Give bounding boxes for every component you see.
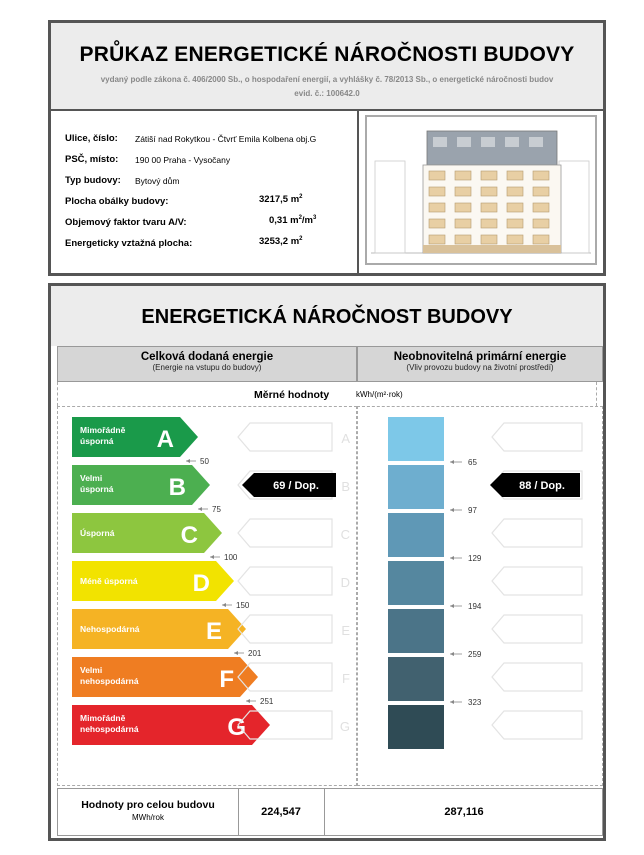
building-type-value: Bytový dům: [135, 176, 180, 186]
energy-class-label: úsporná: [80, 484, 114, 494]
threshold-label: 201: [248, 649, 262, 658]
primary-energy-band: [388, 513, 444, 557]
class-placeholder-arrow: [238, 423, 332, 451]
facade-base: [423, 245, 561, 253]
class-placeholder-letter: C: [340, 527, 350, 542]
primary-energy-band: [388, 417, 444, 461]
energy-class-label: Nehospodárná: [80, 624, 140, 634]
primary-energy-band: [388, 657, 444, 701]
facade-window: [533, 203, 549, 212]
facade-window: [429, 235, 445, 244]
envelope-area-value: 3217,5 $m^2$: [259, 194, 303, 206]
energy-class-letter-g: G: [227, 714, 246, 741]
threshold-label: 75: [212, 505, 221, 514]
left-column-subtitle: (Energie na vstupu do budovy): [152, 363, 262, 372]
facade-window: [533, 219, 549, 228]
energy-class-label: Mimořádně: [80, 713, 126, 723]
primary-energy-band: [388, 705, 444, 749]
facade-window: [455, 187, 471, 196]
specific-values-row: [57, 382, 597, 406]
class-placeholder-letter: G: [339, 719, 350, 734]
left-column-header: [57, 346, 357, 382]
band-placeholder-arrow: [492, 519, 582, 547]
threshold-tick-arrowhead: [450, 460, 454, 464]
threshold-tick-arrowhead: [210, 555, 214, 559]
primary-energy-marker-value: 88 / Dop.: [519, 480, 565, 492]
facade-window: [481, 219, 497, 228]
threshold-label: 97: [468, 506, 477, 515]
band-placeholder-arrow: [492, 615, 582, 643]
threshold-label: 194: [468, 602, 482, 611]
energy-class-letter-d: D: [192, 570, 210, 597]
threshold-tick-arrowhead: [450, 556, 454, 560]
energy-class-letter-e: E: [205, 618, 222, 645]
shape-factor-label: Objemový faktor tvaru A/V:: [65, 217, 187, 228]
facade-window: [455, 219, 471, 228]
psc-value: 190 00 Praha - Vysočany: [135, 155, 231, 165]
psc-label: PSČ, místo:: [65, 154, 119, 165]
energy-class-letter-b: B: [168, 474, 186, 501]
threshold-label: 65: [468, 458, 477, 467]
threshold-tick-arrowhead: [450, 700, 454, 704]
facade-window: [429, 219, 445, 228]
building-elevation-drawing: [365, 115, 597, 265]
energy-class-label: Mimořádně: [80, 425, 126, 435]
legal-subtitle: vydaný podle zákona č. 406/2000 Sb., o hospodaření energií, a vyhlášky č. 78/2013 Sb., o energetické náročnosti budov: [100, 75, 554, 84]
class-placeholder-letter: B: [341, 479, 350, 494]
facade-window: [481, 235, 497, 244]
energy-class-label: Úsporná: [80, 528, 115, 538]
energy-class-label: Velmi: [80, 665, 103, 675]
threshold-label: 323: [468, 698, 482, 707]
facade-window: [507, 235, 523, 244]
specific-values-label: Měrné hodnoty: [254, 389, 330, 401]
facade-window: [507, 171, 523, 180]
building-drawing-frame: [357, 109, 605, 273]
right-scale-panel: [357, 406, 603, 786]
facade-window: [455, 203, 471, 212]
facade-window: [507, 187, 523, 196]
facade-window: [429, 171, 445, 180]
facade-window: [455, 171, 471, 180]
energy-class-label: nehospodárná: [80, 676, 139, 686]
threshold-tick-arrowhead: [186, 459, 190, 463]
primary-energy-band: [388, 609, 444, 653]
threshold-tick-arrowhead: [450, 604, 454, 608]
right-column-header: [357, 346, 603, 382]
facade-window: [481, 171, 497, 180]
energy-class-label: Méně úsporná: [80, 576, 138, 586]
facade-window: [429, 203, 445, 212]
facade-window: [481, 203, 497, 212]
energy-class-letter-f: F: [219, 666, 234, 693]
reference-area-label: Energeticky vztažná plocha:: [65, 238, 193, 249]
facade-window: [533, 171, 549, 180]
totals-label: Hodnoty pro celou budovu: [81, 799, 215, 811]
class-placeholder-letter: A: [341, 431, 350, 446]
threshold-tick-arrowhead: [246, 699, 250, 703]
band-placeholder-arrow: [492, 711, 582, 739]
threshold-tick-arrowhead: [222, 603, 226, 607]
primary-energy-band: [388, 465, 444, 509]
threshold-tick-arrowhead: [450, 652, 454, 656]
energy-class-label: Velmi: [80, 473, 103, 483]
facade-window: [455, 235, 471, 244]
class-placeholder-letter: E: [341, 623, 350, 638]
energy-class-letter-a: A: [156, 426, 174, 453]
threshold-label: 50: [200, 457, 209, 466]
total-primary-energy-value: 287,116: [444, 806, 484, 818]
band-placeholder-arrow: [492, 567, 582, 595]
right-column-title: Neobnovitelná primární energie: [393, 351, 567, 363]
main-title: ENERGETICKÁ NÁROČNOST BUDOVY: [141, 306, 513, 328]
reference-area-value: 3253,2 $m^2$: [259, 236, 303, 248]
certificate-header-box: [48, 20, 606, 276]
class-placeholder-arrow: [238, 567, 332, 595]
threshold-tick-arrowhead: [198, 507, 202, 511]
class-placeholder-arrow: [238, 519, 332, 547]
class-placeholder-arrow: [238, 615, 332, 643]
threshold-tick-arrowhead: [450, 508, 454, 512]
street-label: Ulice, číslo:: [65, 133, 118, 144]
threshold-label: 100: [224, 553, 238, 562]
class-placeholder-letter: D: [340, 575, 350, 590]
facade-window: [429, 187, 445, 196]
band-placeholder-arrow: [492, 423, 582, 451]
facade-window: [533, 187, 549, 196]
evidence-number: evid. č.: 100642.0: [294, 89, 360, 98]
header-banner: [51, 23, 603, 111]
class-placeholder-letter: F: [342, 671, 350, 686]
street-value: Zátiší nad Rokytkou - Čtvrť Emila Kolbena obj.G: [135, 134, 317, 144]
shape-factor-value: 0,31 $m^2/m^3$: [269, 215, 317, 227]
totals-unit: MWh/rok: [132, 813, 164, 822]
right-column-subtitle: (Vliv provozu budovy na životní prostředí): [406, 363, 554, 372]
total-delivered-energy-value: 224,547: [261, 806, 301, 818]
facade-window: [507, 219, 523, 228]
page-title: PRŮKAZ ENERGETICKÉ NÁROČNOSTI BUDOVY: [79, 43, 575, 66]
threshold-label: 259: [468, 650, 482, 659]
building-totals-row: [57, 788, 603, 836]
building-type-label: Typ budovy:: [65, 175, 121, 186]
facade-window: [507, 203, 523, 212]
threshold-label: 150: [236, 601, 250, 610]
threshold-label: 251: [260, 697, 274, 706]
energy-performance-box: [48, 283, 606, 841]
specific-values-unit: kWh/(m²·rok): [356, 390, 403, 399]
left-scale-panel: [57, 406, 357, 786]
main-title-banner: [51, 286, 603, 346]
threshold-label: 129: [468, 554, 482, 563]
energy-class-letter-c: C: [180, 522, 198, 549]
delivered-energy-marker-value: 69 / Dop.: [273, 480, 319, 492]
primary-energy-band: [388, 561, 444, 605]
facade-window: [481, 187, 497, 196]
envelope-area-label: Plocha obálky budovy:: [65, 196, 169, 207]
threshold-tick-arrowhead: [234, 651, 238, 655]
left-column-title: Celková dodaná energie: [140, 351, 274, 363]
energy-class-label: nehospodárná: [80, 724, 139, 734]
facade-window: [533, 235, 549, 244]
band-placeholder-arrow: [492, 663, 582, 691]
energy-class-label: úsporná: [80, 436, 114, 446]
